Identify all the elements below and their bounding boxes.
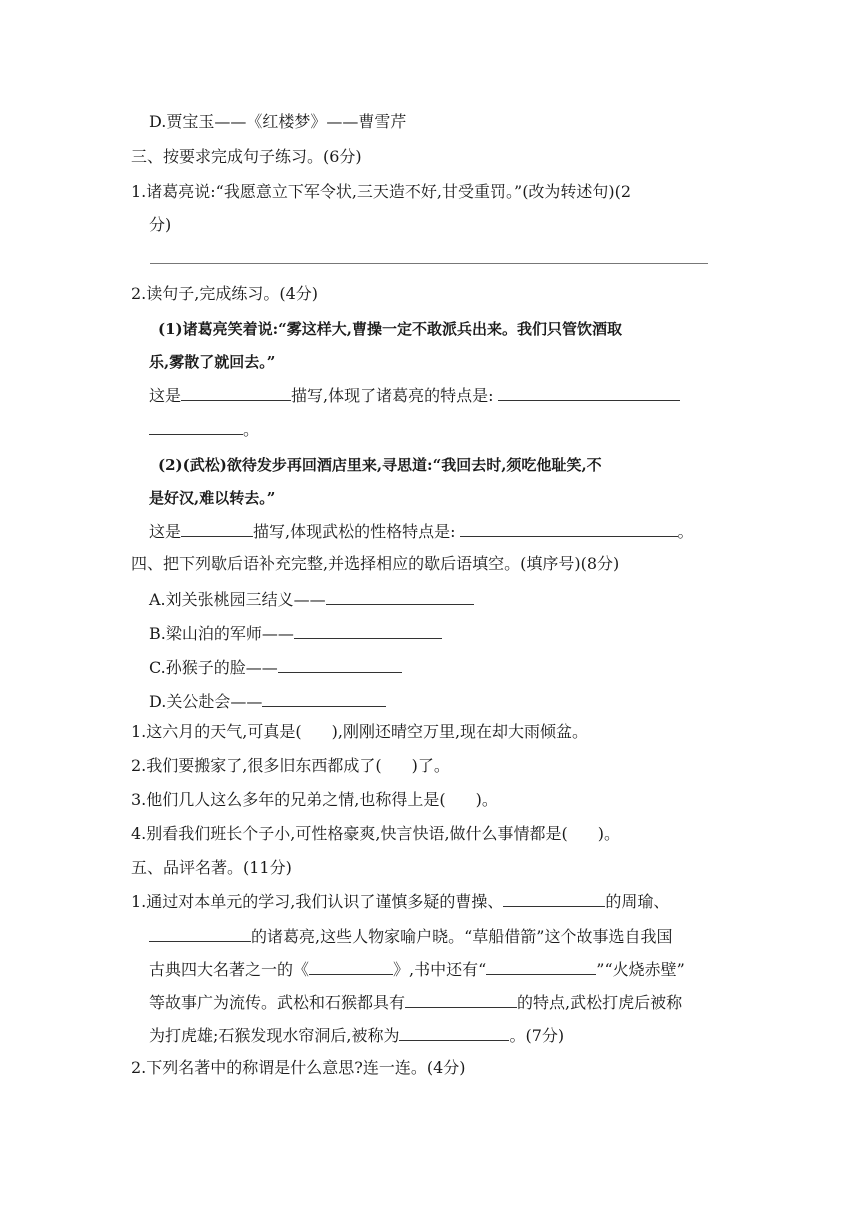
s4-q3-b: )。 bbox=[475, 790, 498, 809]
s4-option-c-blank[interactable] bbox=[278, 656, 402, 673]
s5-q1-l3-b: 》,书中还有“ bbox=[393, 960, 487, 979]
s4-option-c bbox=[149, 656, 402, 679]
s4-q1-b: ),刚刚还晴空万里,现在却大雨倾盆。 bbox=[331, 722, 589, 741]
s4-q4-b: )。 bbox=[597, 824, 621, 843]
s3-q2-1-fill-end: 。 bbox=[243, 420, 260, 439]
s4-q1-a: 1.这六月的天气,可真是( bbox=[131, 722, 302, 741]
s5-q1-line4 bbox=[149, 991, 682, 1014]
s3-q1-line2: 分) bbox=[149, 215, 172, 234]
s4-q2 bbox=[131, 755, 450, 777]
s3-q2-2-fill-line bbox=[149, 520, 694, 543]
s3-q2-2-blank-type[interactable] bbox=[181, 520, 253, 537]
s3-q2-2-line2: 是好汉,难以转去。” bbox=[149, 489, 276, 507]
s3-q2-1-fill-b: 描写,体现了诸葛亮的特点是: bbox=[291, 386, 494, 405]
s3-q1-line1: 1.诸葛亮说:“我愿意立下军令状,三天造不好,甘受重罚。”(改为转述句)(2 bbox=[131, 182, 632, 201]
s4-option-b-blank[interactable] bbox=[294, 622, 442, 639]
s5-q1-blank-story[interactable] bbox=[486, 958, 596, 975]
s5-q1-l5-b: 。(7分) bbox=[509, 1026, 565, 1045]
s3-q2-2-fill-b: 描写,体现武松的性格特点是: bbox=[253, 522, 456, 541]
s5-q1-blank-zhouyu[interactable] bbox=[503, 890, 605, 907]
s4-option-c-text: C.孙猴子的脸—— bbox=[149, 658, 278, 677]
s4-q2-a: 2.我们要搬家了,很多旧东西都成了( bbox=[131, 756, 382, 775]
s5-q1-l4-a: 等故事广为流传。武松和石猴都具有 bbox=[149, 993, 406, 1012]
s4-option-d bbox=[149, 690, 386, 713]
s5-q1-line3 bbox=[149, 958, 685, 981]
s3-q2-1-line1: (1)诸葛亮笑着说:“雾这样大,曹操一定不敢派兵出来。我们只管饮酒取 bbox=[158, 320, 623, 338]
s3-q2-2-line1: (2)(武松)欲待发步再回酒店里来,寻思道:“我回去时,须吃他耻笑,不 bbox=[158, 456, 602, 474]
s5-q1-line1 bbox=[131, 890, 669, 913]
section-5-heading: 五、品评名著。(11分) bbox=[131, 858, 292, 877]
s4-q3-a: 3.他们几人这么多年的兄弟之情,也称得上是( bbox=[131, 790, 446, 809]
s5-q1-l4-b: 的特点,武松打虎后被称 bbox=[517, 993, 683, 1012]
s3-q2-1-fill-line bbox=[149, 384, 680, 407]
section-3-heading: 三、按要求完成句子练习。(6分) bbox=[131, 147, 362, 166]
s3-q2-2-blank-trait[interactable] bbox=[460, 520, 678, 537]
s5-q1-l5-a: 为打虎雄;石猴发现水帘洞后,被称为 bbox=[149, 1026, 400, 1045]
s5-q1-l1-b: 的周瑜、 bbox=[605, 892, 670, 911]
s3-q2-1-blank-trait-cont[interactable] bbox=[149, 418, 243, 435]
s5-q1-blank-title[interactable] bbox=[399, 1024, 509, 1041]
option-d-line: D.贾宝玉——《红楼梦》——曹雪芹 bbox=[149, 112, 407, 131]
s4-option-b bbox=[149, 622, 442, 645]
s3-q2-2-fill-a: 这是 bbox=[149, 522, 182, 541]
s5-q1-l3-c: ”“火烧赤壁” bbox=[596, 960, 685, 979]
s4-q2-b: )了。 bbox=[411, 756, 450, 775]
s4-option-d-text: D.关公赴会—— bbox=[149, 692, 263, 711]
s3-q1-answer-line[interactable] bbox=[150, 263, 708, 264]
s3-q2-1-blank-trait[interactable] bbox=[498, 384, 680, 401]
s5-q1-l1-a: 1.通过对本单元的学习,我们认识了谨慎多疑的曹操、 bbox=[131, 892, 504, 911]
s4-q1 bbox=[131, 721, 588, 743]
s5-q1-l3-a: 古典四大名著之一的《 bbox=[149, 960, 310, 979]
s5-q1-blank-book[interactable] bbox=[309, 958, 393, 975]
s5-q1-line5 bbox=[149, 1024, 564, 1047]
s3-q2-1-blank-type[interactable] bbox=[181, 384, 291, 401]
s5-q1-blank-trait[interactable] bbox=[405, 991, 517, 1008]
s4-option-a-blank[interactable] bbox=[326, 588, 474, 605]
s4-option-b-text: B.梁山泊的军师—— bbox=[149, 624, 294, 643]
s3-q2-1-line2: 乐,雾散了就回去。” bbox=[149, 353, 276, 371]
s5-q1-blank-zhuge[interactable] bbox=[149, 925, 251, 942]
s4-option-d-blank[interactable] bbox=[262, 690, 386, 707]
s3-q2-2-fill-end: 。 bbox=[677, 522, 694, 541]
section-4-heading: 四、把下列歇后语补充完整,并选择相应的歇后语填空。(填序号)(8分) bbox=[131, 554, 620, 573]
s4-q4 bbox=[131, 823, 620, 845]
s4-q3 bbox=[131, 789, 498, 811]
s4-option-a bbox=[149, 588, 474, 611]
s4-q4-a: 4.别看我们班长个子小,可性格豪爽,快言快语,做什么事情都是( bbox=[131, 824, 568, 843]
s3-q2-heading: 2.读句子,完成练习。(4分) bbox=[131, 284, 319, 303]
s3-q2-1-fill-a: 这是 bbox=[149, 386, 182, 405]
s5-q1-line2 bbox=[149, 925, 672, 948]
s4-option-a-text: A.刘关张桃园三结义—— bbox=[149, 590, 326, 609]
s5-q2: 2.下列名著中的称谓是什么意思?连一连。(4分) bbox=[131, 1058, 466, 1077]
s5-q1-l2-b: 的诸葛亮,这些人物家喻户晓。“草船借箭”这个故事选自我国 bbox=[251, 927, 673, 946]
s3-q2-1-fill-line2 bbox=[149, 418, 259, 441]
